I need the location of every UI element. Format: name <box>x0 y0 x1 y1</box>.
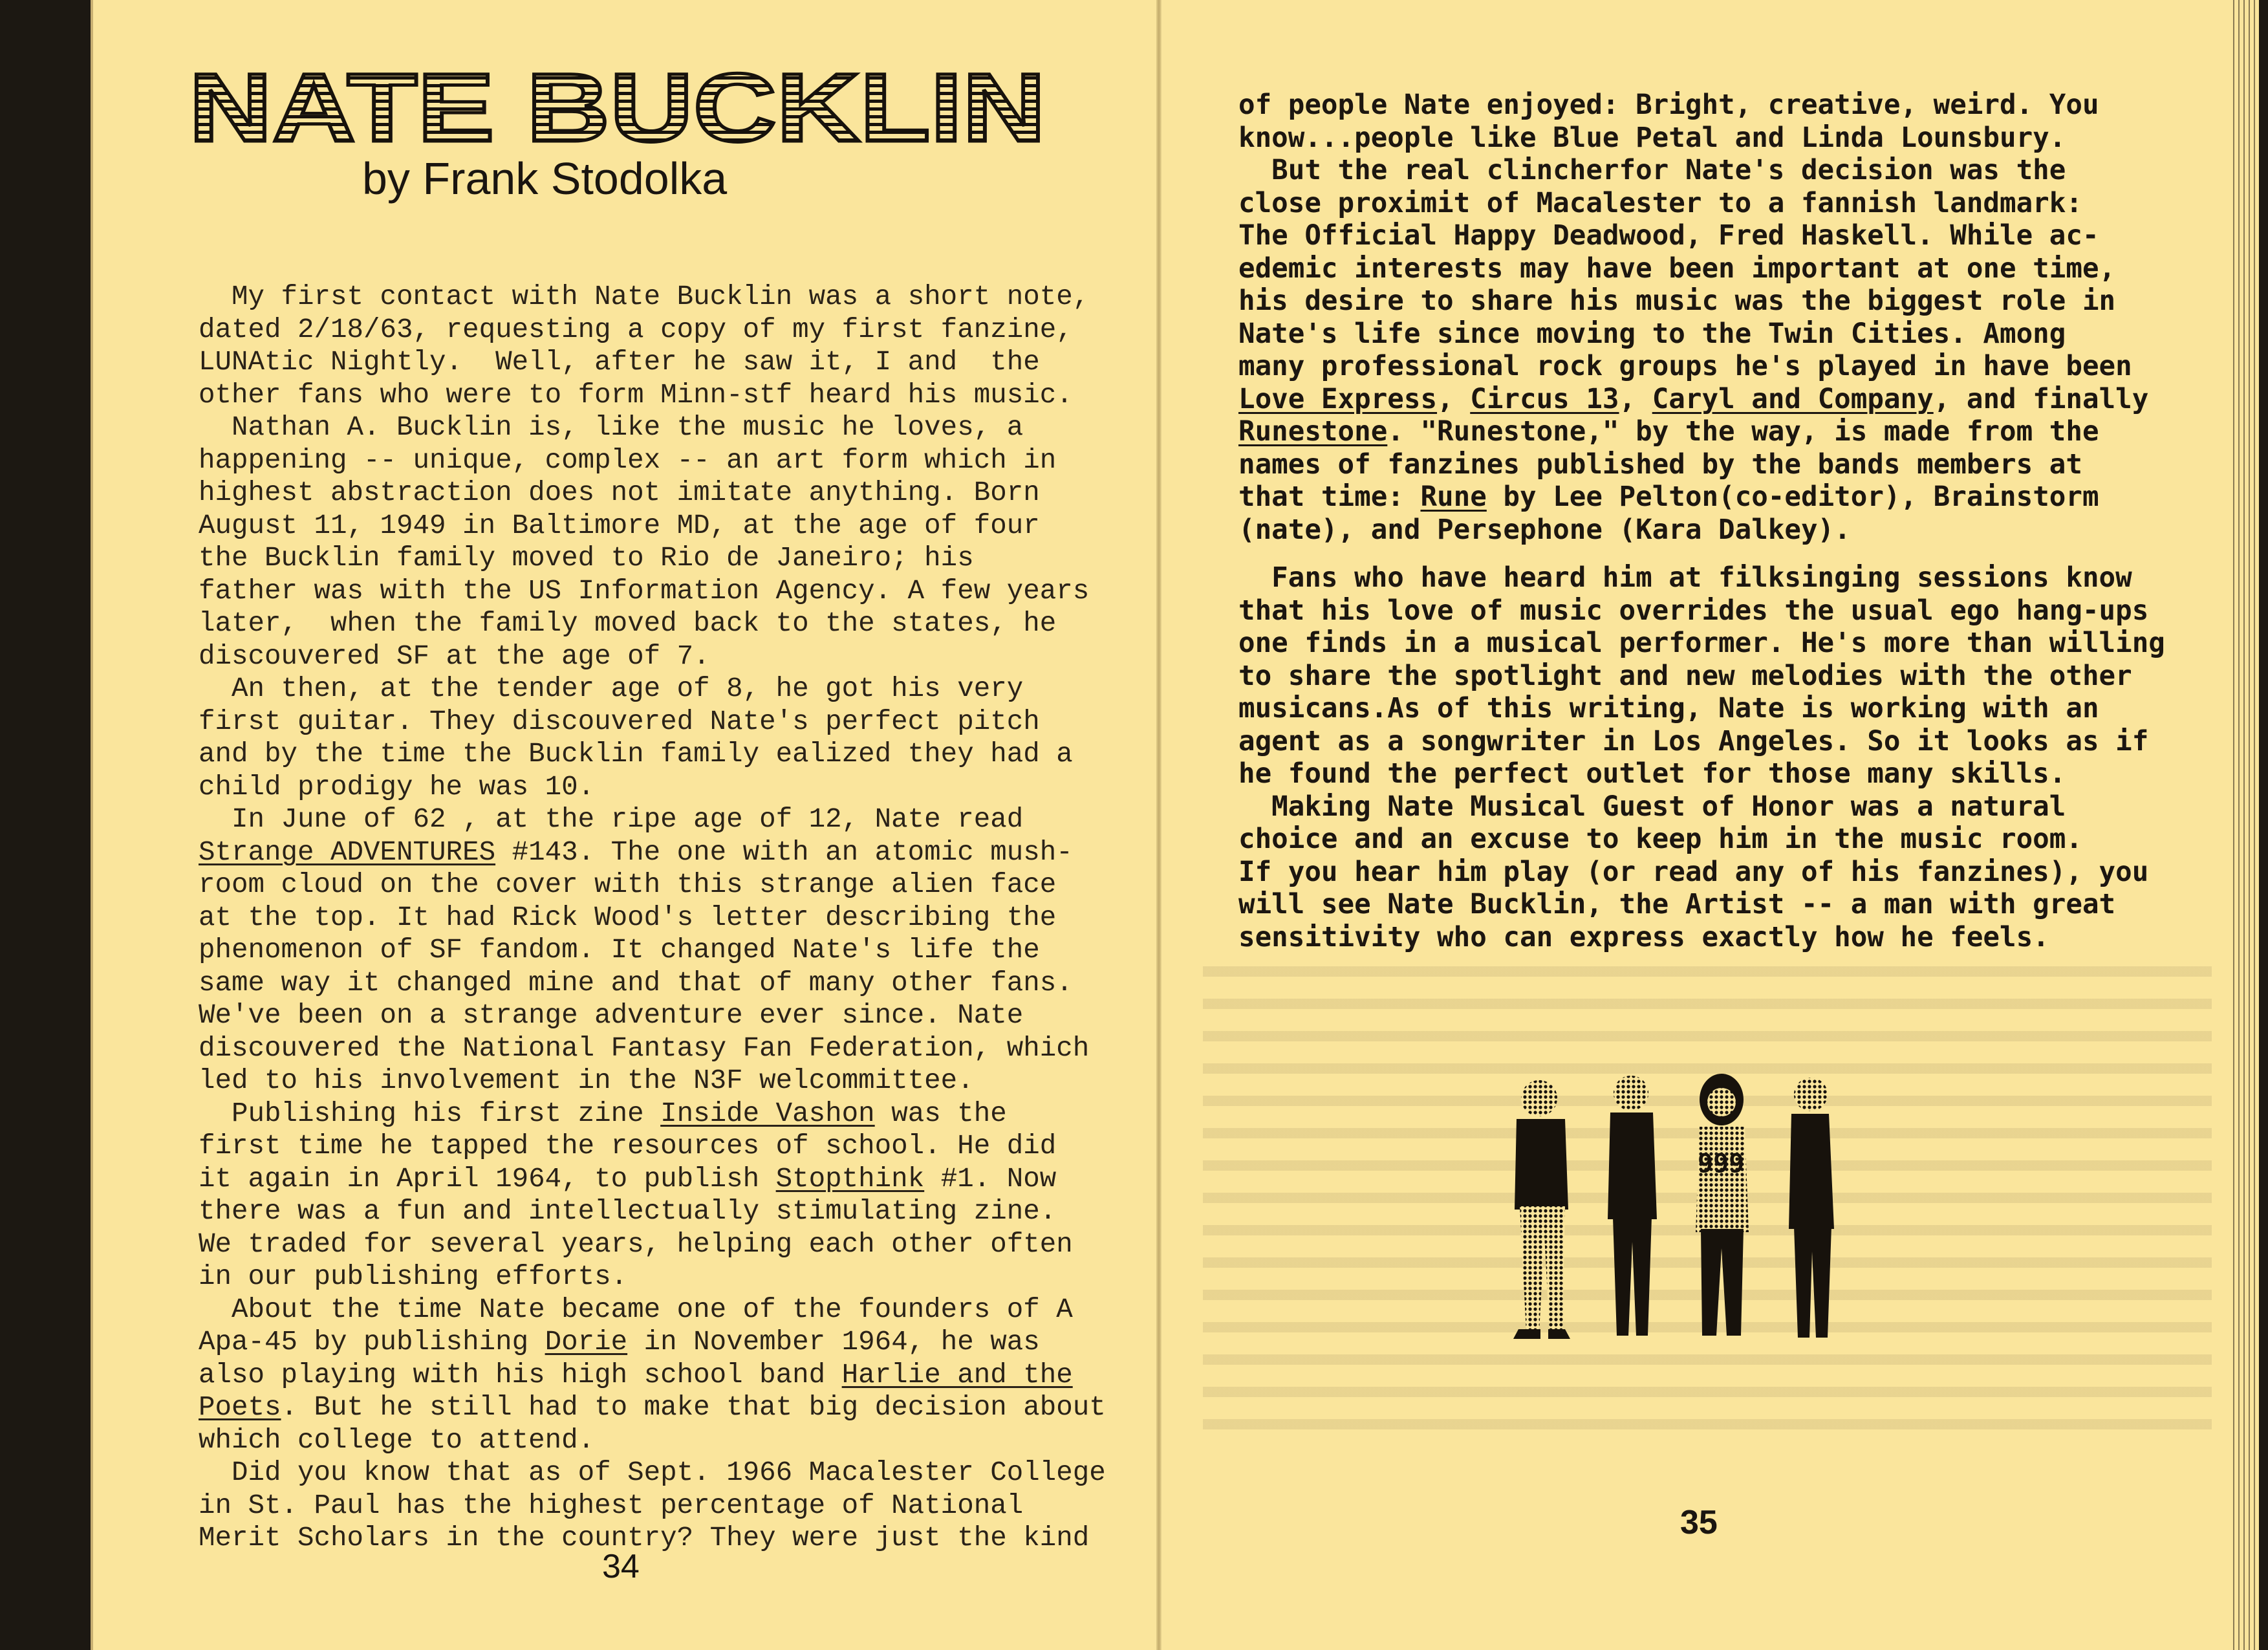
text-line <box>1238 89 2165 122</box>
text-line <box>199 1228 1106 1261</box>
page-number-left: 34 <box>602 1548 640 1585</box>
text-line <box>199 314 1106 347</box>
text-segment: it again in April 1964, to publish <box>199 1163 776 1195</box>
text-line <box>199 706 1106 739</box>
text-line <box>1238 595 2165 628</box>
text-line <box>1238 253 2165 286</box>
text-segment: led to his involvement in the N3F welcommittee. <box>199 1065 974 1096</box>
text-line <box>1238 318 2165 351</box>
underlined-title: Harlie and the <box>841 1359 1073 1391</box>
text-segment: . "Runestone," by the way, is made from the <box>1387 416 2099 448</box>
text-segment: My first contact with Nate Bucklin was a short note, <box>199 281 1090 312</box>
text-segment: . But he still had to make that big decision about <box>281 1392 1106 1423</box>
band-member-4 <box>1789 1078 1834 1338</box>
text-segment: August 11, 1949 in Baltimore MD, at the age of four <box>199 510 1040 541</box>
text-line <box>199 1359 1106 1392</box>
text-segment: , <box>1619 383 1652 415</box>
text-line <box>199 411 1106 444</box>
text-line <box>1238 155 2165 188</box>
text-segment: the Bucklin family moved to Rio de Janeiro; his <box>199 543 974 574</box>
text-segment: other fans who were to form Minn-stf heard his music. <box>199 379 1073 411</box>
text-line <box>199 902 1106 935</box>
text-line <box>1238 823 2165 856</box>
text-segment: #143. The one with an atomic mush- <box>495 836 1073 868</box>
text-line <box>199 640 1106 673</box>
text-line <box>199 1326 1106 1359</box>
text-segment: same way it changed mine and that of many other fans. <box>199 967 1073 999</box>
text-segment: dated 2/18/63, requesting a copy of my first fanzine, <box>199 314 1073 345</box>
text-line <box>1238 351 2165 384</box>
page-number-right: 35 <box>1680 1504 1718 1541</box>
text-line <box>1238 726 2165 759</box>
text-segment: to share the spotlight and new melodies with the other <box>1238 660 2132 692</box>
text-line <box>199 771 1106 804</box>
text-segment: The Official Happy Deadwood, Fred Haskell. While ac- <box>1238 220 2099 252</box>
text-line <box>199 1163 1106 1196</box>
text-segment: Merit Scholars in the country? They were just the kind <box>199 1523 1090 1554</box>
underlined-title: Poets <box>199 1392 281 1423</box>
text-line <box>199 1195 1106 1228</box>
text-segment: also playing with his high school band <box>199 1359 842 1391</box>
text-segment: Apa-45 by publishing <box>199 1327 545 1358</box>
underlined-title: Runestone <box>1238 416 1388 448</box>
text-line <box>1238 547 2165 562</box>
text-line <box>199 673 1106 706</box>
text-segment: edemic interests may have been important at one time, <box>1238 252 2116 285</box>
underlined-title: Caryl and Company <box>1652 383 1934 415</box>
text-segment: and by the time the Bucklin family ealized they had a <box>199 739 1073 770</box>
text-segment: in St. Paul has the highest percentage of National <box>199 1490 1024 1521</box>
text-line <box>199 869 1106 902</box>
text-segment: he found the perfect outlet for those many skills. <box>1238 758 2066 790</box>
underlined-title: Love Express <box>1238 383 1438 415</box>
text-segment: of people Nate enjoyed: Bright, creative, weird. You <box>1238 89 2099 121</box>
text-segment: LUNAtic Nightly. Well, after he saw it, I and the <box>199 347 1040 378</box>
text-line <box>1238 384 2165 417</box>
text-line <box>199 1457 1106 1490</box>
text-line <box>1238 791 2165 824</box>
text-line <box>1238 449 2165 482</box>
text-segment: An then, at the tender age of 8, he got his very <box>199 673 1024 704</box>
text-segment: that his love of music overrides the usual ego hang-ups <box>1238 594 2149 627</box>
text-segment: discouvered SF at the age of 7. <box>199 640 710 672</box>
text-line <box>199 379 1106 412</box>
text-line <box>1238 481 2165 514</box>
text-segment: About the time Nate became one of the founders of A <box>199 1294 1073 1325</box>
text-line <box>1238 285 2165 318</box>
text-segment: close proximit of Macalester to a fannish landmark: <box>1238 187 2082 219</box>
left-page <box>91 0 1161 1650</box>
text-line <box>1238 660 2165 693</box>
text-segment: (nate), and Persephone (Kara Dalkey). <box>1238 514 1851 546</box>
text-line <box>199 575 1106 608</box>
text-line <box>199 1130 1106 1163</box>
text-line <box>1238 416 2165 449</box>
text-segment: , and finally <box>1933 383 2149 415</box>
band-member-1 <box>1513 1080 1570 1339</box>
text-segment: father was with the US Information Agency. A few years <box>199 575 1090 607</box>
text-segment: Did you know that as of Sept. 1966 Macalester College <box>199 1457 1106 1488</box>
text-line <box>199 1391 1106 1424</box>
text-segment: #1. Now <box>924 1163 1057 1195</box>
text-line <box>199 1522 1106 1555</box>
text-segment: agent as a songwriter in Los Angeles. So it looks as if <box>1238 725 2149 757</box>
text-line <box>1238 889 2165 922</box>
text-segment: highest abstraction does not imitate anything. Born <box>199 477 1040 508</box>
text-segment: later, when the family moved back to the states, he <box>199 608 1057 639</box>
text-segment: discouvered the National Fantasy Fan Federation, which <box>199 1032 1090 1064</box>
text-segment: choice and an excuse to keep him in the music room. <box>1238 823 2082 855</box>
figure-label: 999 <box>1698 1149 1745 1178</box>
text-segment: But the real clincherfor Nate's decision was the <box>1238 155 2066 186</box>
article-body-left <box>199 281 1106 1555</box>
text-segment: there was a fun and intellectually stimulating zine. <box>199 1196 1057 1227</box>
text-line <box>1238 514 2165 547</box>
text-line <box>199 1098 1106 1131</box>
text-line <box>1238 562 2165 595</box>
text-line <box>199 738 1106 771</box>
text-line <box>1238 856 2165 889</box>
text-line <box>199 1261 1106 1294</box>
text-segment: child prodigy he was 10. <box>199 771 595 803</box>
text-line <box>199 1294 1106 1327</box>
text-line <box>1238 627 2165 660</box>
text-segment: Publishing his first zine <box>199 1098 661 1129</box>
text-segment: his desire to share his music was the biggest role in <box>1238 285 2116 317</box>
text-segment: Making Nate Musical Guest of Honor was a natural <box>1238 790 2066 823</box>
article-body-right <box>1238 89 2165 954</box>
text-line <box>199 1424 1106 1457</box>
right-page <box>1159 0 2229 1650</box>
text-segment: If you hear him play (or read any of his fanzines), you <box>1238 856 2149 888</box>
text-line <box>1238 922 2165 955</box>
text-line <box>1238 758 2165 791</box>
text-segment: one finds in a musical performer. He's more than willing <box>1238 627 2165 659</box>
band-illustration <box>1481 1074 1895 1352</box>
text-line <box>199 1490 1106 1523</box>
text-segment: in our publishing efforts. <box>199 1261 628 1292</box>
byline: by Frank Stodolka <box>362 153 728 204</box>
text-line <box>199 281 1106 314</box>
text-segment: phenomenon of SF fandom. It changed Nate's life the <box>199 935 1040 966</box>
text-segment: Nate's life since moving to the Twin Cities. Among <box>1238 318 2066 350</box>
text-segment: , <box>1437 383 1471 415</box>
text-segment: names of fanzines published by the bands members at <box>1238 448 2082 481</box>
text-line <box>199 836 1106 869</box>
underlined-title: Stopthink <box>775 1163 925 1195</box>
underlined-title: Circus 13 <box>1470 383 1619 415</box>
text-line <box>199 803 1106 836</box>
text-line <box>199 967 1106 1000</box>
text-segment: in November 1964, he was <box>627 1327 1040 1358</box>
text-line <box>1238 693 2165 726</box>
band-member-3 <box>1696 1074 1749 1336</box>
text-segment: Nathan A. Bucklin is, like the music he loves, a <box>199 412 1024 443</box>
text-segment: know...people like Blue Petal and Linda Lounsbury. <box>1238 122 2066 154</box>
text-line <box>1238 220 2165 253</box>
text-line <box>199 444 1106 477</box>
text-segment: We've been on a strange adventure ever since. Nate <box>199 1000 1024 1031</box>
text-segment: happening -- unique, complex -- an art form which in <box>199 444 1057 476</box>
underlined-title: Dorie <box>545 1327 628 1358</box>
text-segment: Fans who have heard him at filksinging sessions know <box>1238 562 2132 594</box>
title-banner <box>189 45 1146 252</box>
text-segment: We traded for several years, helping each other often <box>199 1228 1073 1260</box>
text-segment: that time: <box>1238 481 1421 513</box>
book-spine <box>1156 0 1161 1650</box>
text-line <box>1238 122 2165 155</box>
underlined-title: Rune <box>1420 481 1487 513</box>
text-segment: many professional rock groups he's played in have been <box>1238 351 2132 382</box>
text-line <box>199 1032 1106 1065</box>
page-title: NATE BUCKLIN <box>189 53 1046 162</box>
text-line <box>199 346 1106 379</box>
text-line <box>199 934 1106 967</box>
text-segment: at the top. It had Rick Wood's letter describing the <box>199 902 1057 933</box>
band-member-2 <box>1608 1076 1657 1336</box>
text-segment: which college to attend. <box>199 1424 595 1456</box>
text-line <box>199 1065 1106 1098</box>
text-line <box>199 542 1106 575</box>
text-line <box>199 510 1106 543</box>
text-segment: musicans.As of this writing, Nate is working with an <box>1238 693 2099 724</box>
text-line <box>199 607 1106 640</box>
text-segment: first time he tapped the resources of school. He did <box>199 1131 1057 1162</box>
text-segment: room cloud on the cover with this strange alien face <box>199 869 1057 900</box>
text-line <box>199 477 1106 510</box>
background-edge <box>2259 0 2268 1650</box>
text-line <box>1238 188 2165 221</box>
underlined-title: Strange ADVENTURES <box>199 836 496 868</box>
underlined-title: Inside Vashon <box>660 1098 875 1129</box>
text-segment: sensitivity who can express exactly how he feels. <box>1238 921 2049 953</box>
text-segment: first guitar. They discouvered Nate's perfect pitch <box>199 706 1040 737</box>
text-segment: will see Nate Bucklin, the Artist -- a man with great <box>1238 889 2116 920</box>
text-line <box>199 999 1106 1032</box>
text-segment: by Lee Pelton(co-editor), Brainstorm <box>1486 481 2099 513</box>
text-segment: In June of 62 , at the ripe age of 12, Nate read <box>199 804 1024 835</box>
text-segment: was the <box>874 1098 1007 1129</box>
